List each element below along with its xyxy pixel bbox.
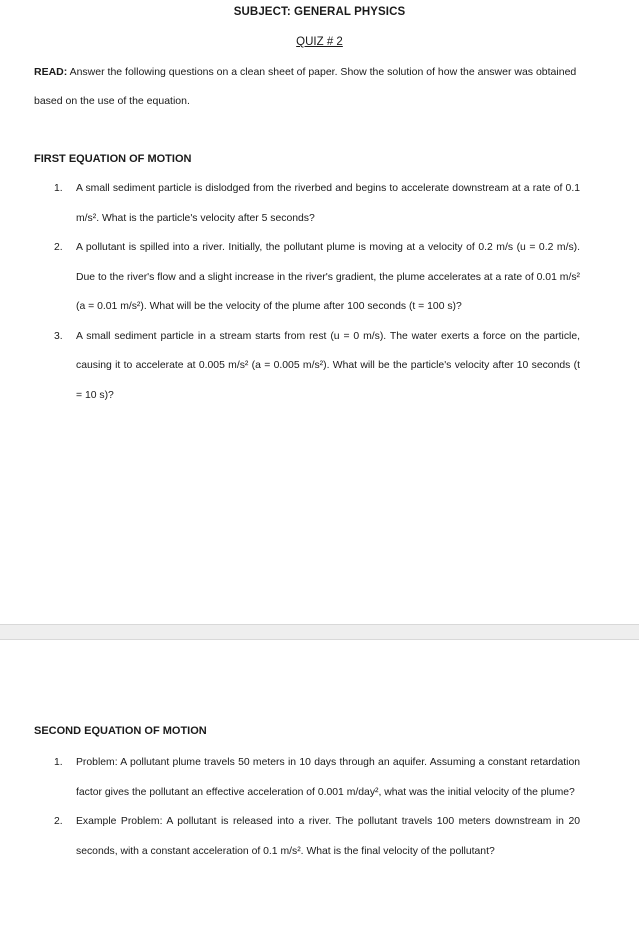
question-number: 2. [54,242,63,253]
page-separator [0,624,639,640]
section-heading-first-equation: FIRST EQUATION OF MOTION [34,153,192,165]
document-page-2 [0,640,639,949]
instructions-label: READ: [34,66,68,78]
question-list-second-equation [54,748,580,866]
question-item [54,174,580,233]
question-text: A pollutant is spilled into a river. Initially, the pollutant plume is moving at a velocity of 0.2 m/s (u = 0.2 m/s). Due to the river's flow and a slight increase in the river's gradient, the plume accelerates at a rate of 0.01 m/s² (a = 0.01 m/s²). What will be the velocity of the plume after 100 seconds (t = 100 s)? [76,242,580,312]
instructions-paragraph [34,58,594,116]
question-item [54,322,580,411]
question-text: Problem: A pollutant plume travels 50 meters in 10 days through an aquifer. Assuming a constant retardation factor gives the pollutant an effective acceleration of 0.001 m/day², what was the initial velocity of the plume? [76,757,580,798]
question-item [54,807,580,866]
subject-title: SUBJECT: GENERAL PHYSICS [233,6,406,18]
question-text: A small sediment particle is dislodged from the riverbed and begins to accelerate downstream at a rate of 0.1 m/s². What is the particle's velocity after 5 seconds? [76,183,580,224]
question-list-first-equation [54,174,580,410]
section-heading-second-equation: SECOND EQUATION OF MOTION [34,725,207,737]
question-text: Example Problem: A pollutant is released into a river. The pollutant travels 100 meters downstream in 20 seconds, with a constant acceleration of 0.1 m/s². What is the final velocity of the pollutant? [76,816,580,857]
question-number: 1. [54,757,63,768]
question-item [54,233,580,322]
question-number: 3. [54,330,63,342]
question-number: 1. [54,183,63,194]
quiz-title: QUIZ # 2 [296,36,343,48]
question-text: A small sediment particle in a stream starts from rest (u = 0 m/s). The water exerts a force on the particle, causing it to accelerate at 0.005 m/s² (a = 0.005 m/s²). What will be the particle's velocity after 10 seconds (t = 10 s)? [76,330,580,401]
question-number: 2. [54,816,63,827]
question-item [54,748,580,807]
instructions-text: Answer the following questions on a clean sheet of paper. Show the solution of how the answer was obtained based on the use of the equation. [34,66,577,107]
